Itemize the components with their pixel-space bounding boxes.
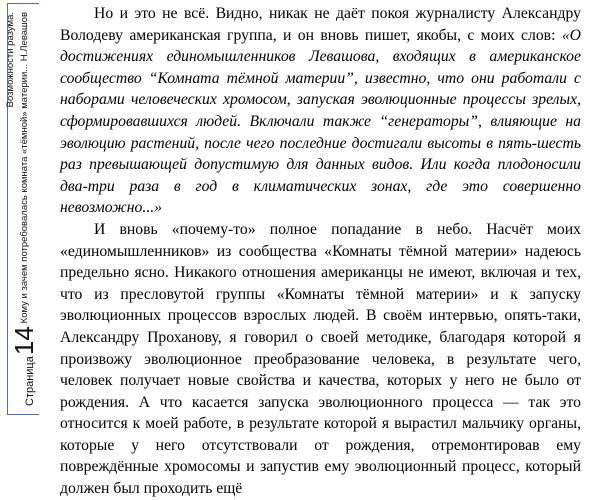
page-number: 14 xyxy=(9,326,39,356)
page-body xyxy=(60,3,581,500)
page-number-block xyxy=(9,326,39,406)
paragraph-1-lead: Но и это не всё. Видно, никак не даёт покоя журналисту Александру Володеву американская группа, и он вновь пишет, якобы, с моих слов: xyxy=(60,5,581,44)
paragraph-1-quote: «О достижениях единомышленников Левашова, входящих в американское сообщество “Комната тёмной материи”, известно, что они работали с наборами человеческих хромосом, запуская эволюционные процессы зрелых, сформировавшихся людей. Включали также “генераторы”, влияющие на эволюцию растений, после чего последние достигали высоты в пять-шесть раз превышающей допустимую для данных видов. Или когда плодоносили два-три раза в год в климатических зонах, где это совершенно невозможно...» xyxy=(60,26,581,217)
paragraph-1 xyxy=(60,3,581,219)
sidebar-rotated-text xyxy=(5,6,45,410)
page-sidebar xyxy=(3,0,47,423)
section-topic: Возможности разума. xyxy=(5,12,16,108)
paragraph-2: И вновь «почему-то» полное попадание в небо. Насчёт моих «единомышленников» из сообщества «Комнаты тёмной материи» надеюсь предельно ясно. Никакого отношения американцы не имеют, включая и тех, что из пресловутой группы «Комнаты тёмной материи» и к запуску эволюционных процессов взрослых людей. В своём интервью, опять-таки, Александру Проханову, я говорил о своей методике, благодаря которой я произвожу эволюционное преобразование человека, в результате чего, человек получает новые свойства и качества, которых у него не было от рождения. А что касается запуска эволюционного процесса — так это относится к моей работе, в результате которой я вырастил мальчику органы, которые у него отсутствовали от рождения, отремонтировав ему повреждённые хромосомы и запустив ему эволюционный процесс, который должен был проходить ещё xyxy=(60,220,581,498)
page-label: Страница xyxy=(24,356,36,406)
book-title: Кому и зачем потребовалась комната «тёмной» материи... Н.Левашов xyxy=(19,12,30,324)
